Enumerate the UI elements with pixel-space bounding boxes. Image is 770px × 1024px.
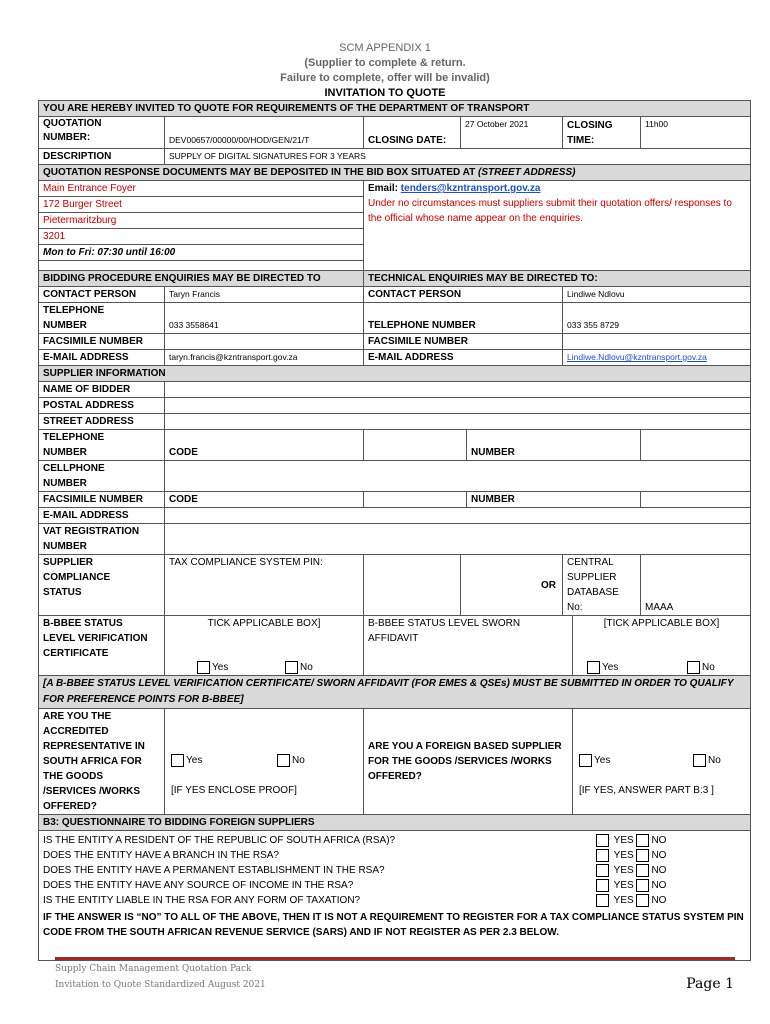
checkbox [587, 661, 600, 674]
b3-no-checkbox[interactable] [636, 864, 649, 877]
bbbee-certificate-label: B-BBEE STATUS LEVEL VERIFICATION CERTIFICATE [39, 616, 165, 676]
fax-code-field[interactable]: CODE [165, 492, 364, 508]
postal-address-label: POSTAL ADDRESS [39, 398, 165, 414]
fax-number-field[interactable]: NUMBER [467, 492, 641, 508]
address-line: 3201 [39, 229, 364, 245]
postal-address-field[interactable] [165, 398, 751, 414]
address-line: 172 Burger Street [39, 197, 364, 213]
closing-time-label: CLOSING TIME: [563, 117, 641, 149]
street-address-field[interactable] [165, 414, 751, 430]
street-address-label: STREET ADDRESS [39, 414, 165, 430]
supplier-info-header: SUPPLIER INFORMATION [39, 366, 751, 382]
cellphone-label: CELLPHONE NUMBER [39, 461, 165, 492]
b3-yes-checkbox[interactable] [596, 834, 609, 847]
supplier-instruction: (Supplier to complete & return. [304, 57, 466, 69]
answer-b3-note: [IF YES, ANSWER PART B:3 ] [579, 785, 714, 796]
checkbox [693, 754, 706, 767]
bidder-name-field[interactable] [165, 382, 751, 398]
accredited-rep-label: ARE YOU THE ACCREDITED REPRESENTATIVE IN SOUTH AFRICA FOR THE GOODS /SERVICES /WORKS OFFERED? [39, 709, 165, 815]
office-hours: Mon to Fri: 07:30 until 16:00 [39, 245, 364, 261]
b3-question-row: DOES THE ENTITY HAVE ANY SOURCE OF INCOME IN THE RSA? YES NO [43, 880, 667, 891]
b3-questionnaire [39, 831, 751, 961]
b3-no-checkbox[interactable] [636, 894, 649, 907]
accredited-yes-option[interactable]: Yes [171, 753, 202, 768]
fax-label: FACSIMILE NUMBER [39, 334, 165, 350]
failure-warning: Failure to complete, offer will be invalid) [280, 72, 490, 84]
tax-pin-label: TAX COMPLIANCE SYSTEM PIN: [165, 555, 364, 616]
email-note-cell: Email: tenders@kzntransport.gov.za Under no circumstances must suppliers submit their quotation offers/ responses to the official whose name appear on the enquiries. [364, 181, 751, 261]
tech-contact-label: CONTACT PERSON [364, 287, 563, 303]
deposit-banner: QUOTATION RESPONSE DOCUMENTS MAY BE DEPOSITED IN THE BID BOX SITUATED AT (STREET ADDRESS) [39, 165, 751, 181]
cert-no-option[interactable]: No [285, 660, 313, 675]
bbbee-affidavit-label: B-BBEE STATUS LEVEL SWORN AFFIDAVIT [364, 616, 573, 676]
supplier-email-field[interactable] [165, 508, 751, 524]
checkbox [687, 661, 700, 674]
compliance-status-label: SUPPLIER COMPLIANCE STATUS [39, 555, 165, 616]
b3-note: IF THE ANSWER IS “NO” TO ALL OF THE ABOVE, THEN IT IS NOT A REQUIREMENT TO REGISTER FOR A TAX COMPLIANCE STATUS SYSTEM PIN CODE FROM THE SOUTH AFRICAN REVENUE SERVICE (SARS) AND IF NOT REGISTER AS PER 2.3 BELOW. [43, 912, 744, 938]
appendix-title: SCM APPENDIX 1 [339, 42, 431, 54]
b3-header: B3: QUESTIONNAIRE TO BIDDING FOREIGN SUPPLIERS [39, 815, 751, 831]
or-label: OR [461, 555, 563, 616]
affidavit-no-option[interactable]: No [687, 660, 715, 675]
quote-form [38, 100, 751, 961]
closing-date-label: CLOSING DATE: [364, 117, 461, 149]
bbbee-note: [A B-BBEE STATUS LEVEL VERIFICATION CERTIFICATE/ SWORN AFFIDAVIT (FOR EMES & QSEs) MUST BE SUBMITTED IN ORDER TO QUALIFY FOR PREFERENCE POINTS FOR B-BBEE] [39, 676, 751, 709]
tech-telephone-label: TELEPHONE NUMBER [364, 303, 563, 334]
fax-code-value[interactable] [364, 492, 467, 508]
checkbox [197, 661, 210, 674]
cellphone-field[interactable] [165, 461, 751, 492]
bidding-enquiries-header: BIDDING PROCEDURE ENQUIRIES MAY BE DIRECTED TO [39, 271, 364, 287]
b3-question-row: DOES THE ENTITY HAVE A BRANCH IN THE RSA? YES NO [43, 850, 667, 861]
contact-person-label: CONTACT PERSON [39, 287, 165, 303]
b3-no-checkbox[interactable] [636, 879, 649, 892]
telephone-code-field[interactable]: CODE [165, 430, 364, 461]
page-number: Page 1 [686, 976, 734, 992]
closing-date-value: 27 October 2021 [461, 117, 563, 149]
b3-question-row: DOES THE ENTITY HAVE A PERMANENT ESTABLISHMENT IN THE RSA? YES NO [43, 865, 667, 876]
b3-question-row: IS THE ENTITY LIABLE IN THE RSA FOR ANY FORM OF TAXATION? YES NO [43, 895, 667, 906]
telephone-number-value[interactable] [641, 430, 751, 461]
checkbox [171, 754, 184, 767]
b3-yes-checkbox[interactable] [596, 849, 609, 862]
foreign-no-option[interactable]: No [693, 753, 721, 768]
invite-banner: YOU ARE HEREBY INVITED TO QUOTE FOR REQUIREMENTS OF THE DEPARTMENT OF TRANSPORT [39, 101, 751, 117]
checkbox [277, 754, 290, 767]
tech-email-link[interactable]: Lindiwe.Ndlovu@kzntransport.gov.za [563, 350, 751, 366]
fax-number-value[interactable] [641, 492, 751, 508]
affidavit-yes-option[interactable]: Yes [587, 660, 618, 675]
b3-yes-checkbox[interactable] [596, 879, 609, 892]
footer-divider [55, 957, 735, 960]
closing-time-value: 11h00 [641, 117, 751, 149]
footer-line-1: Supply Chain Management Quotation Pack [55, 964, 252, 974]
tech-email-label: E-MAIL ADDRESS [364, 350, 563, 366]
b3-no-checkbox[interactable] [636, 849, 649, 862]
bidding-phone-value: 033 3558641 [165, 303, 364, 334]
bidding-contact-value: Taryn Francis [165, 287, 364, 303]
accredited-answer [165, 709, 364, 815]
bbbee-affidavit-tick: [TICK APPLICABLE BOX] Yes No [573, 616, 751, 676]
b3-yes-checkbox[interactable] [596, 894, 609, 907]
bidding-email-value[interactable]: taryn.francis@kzntransport.gov.za [165, 350, 364, 366]
bidding-fax-value [165, 334, 364, 350]
submission-note: Under no circumstances must suppliers submit their quotation offers/ responses to the official whose name appear on the enquiries. [368, 198, 732, 224]
telephone-label: TELEPHONE NUMBER [39, 303, 165, 334]
b3-question-row: IS THE ENTITY A RESIDENT OF THE REPUBLIC OF SOUTH AFRICA (RSA)? YES NO [43, 835, 667, 846]
vat-field[interactable] [165, 524, 751, 555]
tech-phone-value: 033 355 8729 [563, 303, 751, 334]
foreign-answer [573, 709, 751, 815]
form-title: INVITATION TO QUOTE [324, 87, 446, 99]
foreign-supplier-question: ARE YOU A FOREIGN BASED SUPPLIER FOR THE GOODS /SERVICES /WORKS OFFERED? [364, 709, 573, 815]
checkbox [285, 661, 298, 674]
enclose-proof-note: [IF YES ENCLOSE PROOF] [171, 785, 297, 796]
telephone-code-value[interactable] [364, 430, 467, 461]
description-value: SUPPLY OF DIGITAL SIGNATURES FOR 3 YEARS [165, 149, 751, 165]
address-line: Pietermaritzburg [39, 213, 364, 229]
b3-no-checkbox[interactable] [636, 834, 649, 847]
technical-enquiries-header: TECHNICAL ENQUIRIES MAY BE DIRECTED TO: [364, 271, 751, 287]
footer-line-2: Invitation to Quote Standardized August 2021 [55, 980, 266, 990]
quotation-number-label: QUOTATION NUMBER: [39, 117, 165, 149]
vat-label: VAT REGISTRATION NUMBER [39, 524, 165, 555]
csd-number-field[interactable]: MAAA [641, 555, 751, 616]
accredited-no-option[interactable]: No [277, 753, 305, 768]
tech-fax-label: FACSIMILE NUMBER [364, 334, 563, 350]
description-label: DESCRIPTION [39, 149, 165, 165]
quotation-number-value: DEV00657/00000/00/HOD/GEN/21/T [165, 117, 364, 149]
checkbox [579, 754, 592, 767]
tech-contact-value: Lindiwe Ndlovu [563, 287, 751, 303]
telephone-number-field[interactable]: NUMBER [467, 430, 641, 461]
cert-yes-option[interactable]: Yes [197, 660, 228, 675]
supplier-email-label: E-MAIL ADDRESS [39, 508, 165, 524]
bbbee-certificate-tick: TICK APPLICABLE BOX] Yes No [165, 616, 364, 676]
b3-yes-checkbox[interactable] [596, 864, 609, 877]
supplier-telephone-label: TELEPHONE NUMBER [39, 430, 165, 461]
tax-pin-field[interactable] [364, 555, 461, 616]
supplier-fax-label: FACSIMILE NUMBER [39, 492, 165, 508]
csd-label: CENTRAL SUPPLIER DATABASE No: [563, 555, 641, 616]
email-label: E-MAIL ADDRESS [39, 350, 165, 366]
address-line: Main Entrance Foyer [39, 181, 364, 197]
tech-fax-value [563, 334, 751, 350]
bidder-name-label: NAME OF BIDDER [39, 382, 165, 398]
tenders-email-link[interactable]: tenders@kzntransport.gov.za [400, 183, 541, 194]
foreign-yes-option[interactable]: Yes [579, 753, 610, 768]
